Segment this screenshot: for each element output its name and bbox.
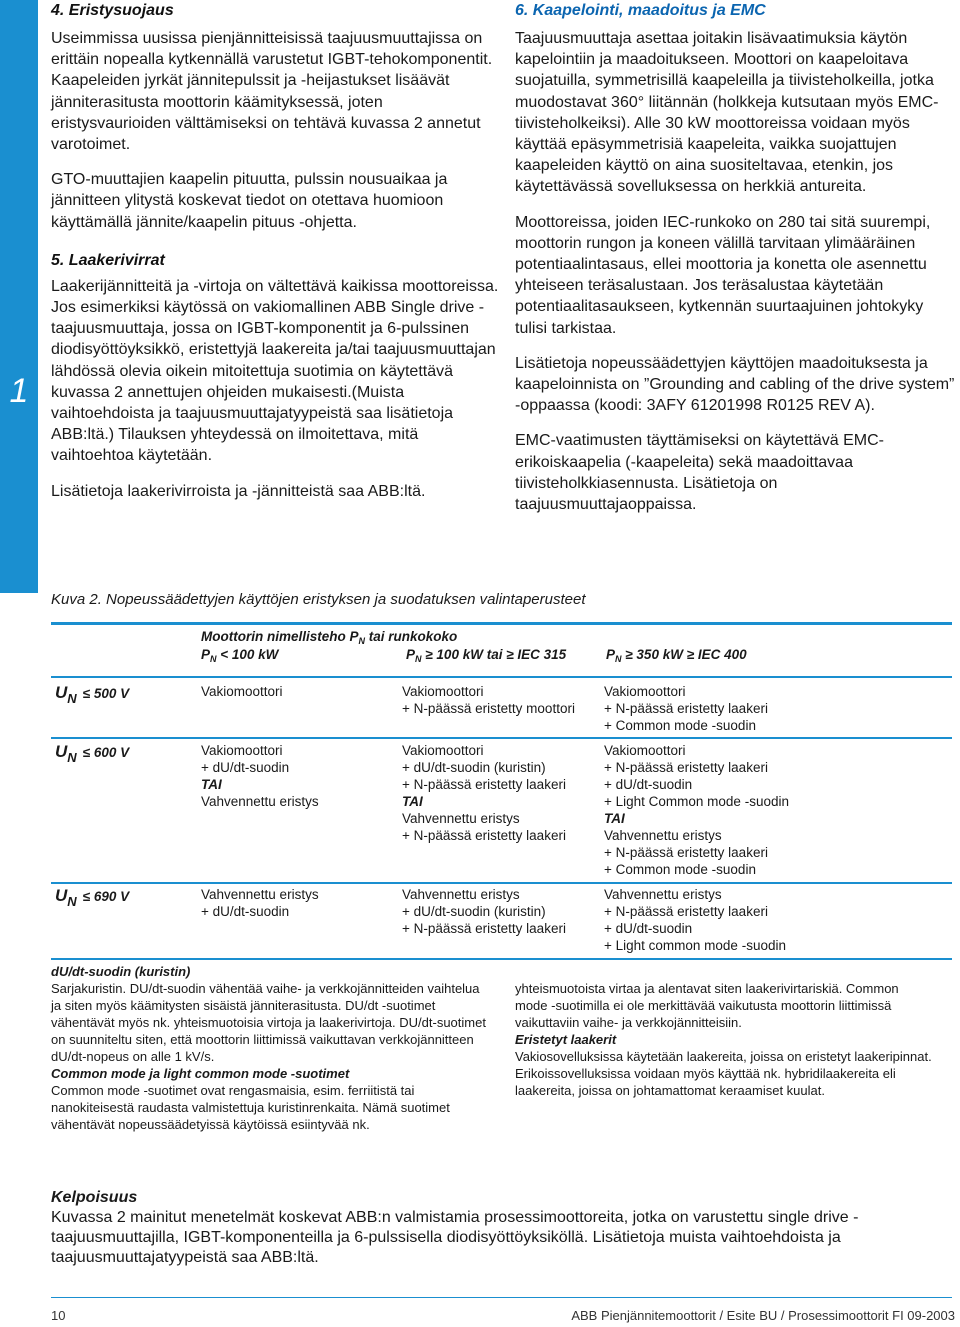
section-4-title: 4. Eristysuojaus <box>51 2 174 19</box>
note-text-common-mode: Common mode -suotimet ovat rengasmaisia, esim. ferriitistä tai nanokiteisestä raudasta valmistettuja kuristinrenkaita. Nämä suotimet vähentävät nopeussäädetyissä käytöissä esiintyvää nk. <box>51 1083 450 1132</box>
table-cell: Vahvennettu eristys + dU/dt-suodin (kuristin) + N-päässä eristetty laakeri <box>402 887 566 936</box>
kelpoisuus-section <box>51 1188 951 1268</box>
table-header-rule <box>51 676 952 678</box>
footer-rule <box>51 1297 952 1298</box>
page-number: 10 <box>51 1308 66 1323</box>
table-row-rule-2 <box>51 882 952 884</box>
table-row-rule-1 <box>51 737 952 739</box>
note-text-dudt: Sarjakuristin. DU/dt-suodin vähentää vaihe- ja verkkojännitteiden vaihtelua ja siten myös käämitysten sisäistä jänniterasitusta. DU/dt -suotimet vähentävät myös nk. yhteismuotoisia virtoja ja laakerivirtoja. DU/dt-suotimet on suunniteltu siten, että moottorin liittimissä vaikuttavan verkkojännitteen dU/dt-nopeus on alle 1 kV/s. <box>51 981 486 1064</box>
section-5-title: 5. Laakerivirrat <box>51 251 165 269</box>
table-header-col-3: $P_N \ge 350$ kW ≥ IEC 400 <box>606 647 747 664</box>
left-column <box>51 0 503 502</box>
table-header-col-1: $P_N < 100$ kW <box>201 647 279 664</box>
table-cell: Vakiomoottori + N-päässä eristetty moottori <box>402 684 575 716</box>
kelpoisuus-title: Kelpoisuus <box>51 1189 138 1206</box>
section-6-paragraph-3: Lisätietoja nopeussäädettyjen käyttöjen maadoituksesta ja kaapeloinnista on ”Grounding and cabling of the drive system” -oppaassa (koodi: 3AFY 61201998 R0125 REV A). <box>515 354 955 415</box>
note-heading-common-mode: Common mode ja light common mode -suotimet <box>51 1066 350 1081</box>
figure-caption: Kuva 2. Nopeussäädettyjen käyttöjen eristyksen ja suodatuksen valintaperusteet <box>51 591 586 608</box>
section-6-paragraph-1: Taajuusmuuttaja asettaa joitakin lisävaatimuksia käytön kapelointiin ja maadoitukseen. Moottori on kaapeloitava suojatuilla, symmetrisillä kaapeleilla ja tiivisteholkeilla, jotka muodostavat 360° liitännän (holkkeja kutsutaan myös EMC-tiivisteholkeiksi). Alle 30 kW moottoreissa voidaan myös käyttää epäsymmetrisiä kaapeleita, vaikka suojattujen kaapeleiden käyttö on aina suositeltavaa, etenkin, jos käytettävässä sovelluksessa on herkkiä antureita. <box>515 30 939 196</box>
chapter-tab <box>0 0 38 593</box>
publication-info: ABB Pienjännitemoottorit / Esite BU / Prosessimoottorit FI 09-2003 <box>571 1308 955 1323</box>
table-cell: Vakiomoottori + N-päässä eristetty laakeri + dU/dt-suodin + Light Common mode -suodin TAI Vahvennettu eristys + N-päässä eristetty laakeri + Common mode -suodin <box>604 743 789 877</box>
note-text-common-mode-cont: yhteismuotoista virtaa ja alentavat siten laakerivirtariskiä. Common mode -suotimilla ei ole merkittävää vaikutusta moottorin liittimissä vaikuttaviin vaihe- ja verkkojännitteisiin. <box>515 981 899 1030</box>
table-cell: Vakiomoottori + N-päässä eristetty laakeri + Common mode -suodin <box>604 684 768 733</box>
note-text-insulated-bearings: Vakiosovelluksissa käytetään laakereita, joissa on eristetyt laakeripinnat. Erikoissovelluksissa voidaan myös käyttää nk. hybridilaakereita eli laakereita, joissa on johtamattomat keraamiset kuulat. <box>515 1049 932 1098</box>
table-top-rule <box>51 622 952 625</box>
chapter-number: 1 <box>9 372 29 410</box>
row-label-500v: UN ≤ 500 V <box>55 683 130 706</box>
table-cell: Vakiomoottori + dU/dt-suodin (kuristin) + N-päässä eristetty laakeri TAI Vahvennettu eristys + N-päässä eristetty laakeri <box>402 743 566 843</box>
table-cell: Vahvennettu eristys + N-päässä eristetty laakeri + dU/dt-suodin + Light common mode -suodin <box>604 887 786 953</box>
notes-right <box>515 980 933 1099</box>
notes-left <box>51 963 491 1133</box>
table-header-title: Moottorin nimellisteho $P_N$ tai runkokoko <box>201 629 458 646</box>
section-6-paragraph-2: Moottoreissa, joiden IEC-runkoko on 280 tai sitä suurempi, moottorin rungon ja koneen välillä tarvitaan ylimääräinen potentiaalintasaus, ellei moottoria ja konetta ole asennettu yhteiseen teräsalustaan. Jos teräsalustaa käytetään potentiaalitasaukseen, kytkennän suurtaajuinen johtokyky tulisi tarkistaa. <box>515 213 931 337</box>
section-4-paragraph-1: Useimmissa uusissa pienjännitteisissä taajuusmuuttajissa on erittäin nopealla kytkennällä varustetut IGBT-tehokomponentit. Kaapeleiden jyrkät jännitepulssit ja -heijastukset lisäävät jänniterasitusta moottorin käämityksessä, joten eristysvaurioiden välttämiseksi on tehtävä kuvassa 2 annetut varotoimet. <box>51 30 493 154</box>
table-header-col-2: $P_N \ge 100$ kW tai ≥ IEC 315 <box>406 647 567 664</box>
section-6-title: 6. Kaapelointi, maadoitus ja EMC <box>515 2 766 19</box>
section-5-paragraph-1: Laakerijännitteitä ja -virtoja on vältettävä kaikissa moottoreissa. Jos esimerkiksi käytössä on vakiomallinen ABB Single drive -taajuusmuuttaja, jossa on IGBT-komponentit ja 6-pulssinen diodisyöttöyksikkö, eristettyjä laakereita ja/tai taajuusmuuttajan lähdössä olevia oikein mitoitettuja suotimia on käytettävä kuvassa 2 annettujen ohjeiden mukaisesti.(Muista vaihtoehdoista ja taajuusmuuttajatyypeistä saa lisätietoja ABB:ltä.) Tilauksen yhteydessä on ilmoitettava, mitä vaihtoehtoa käytetään. <box>51 277 499 465</box>
table-cell: Vakiomoottori + dU/dt-suodin TAI Vahvennettu eristys <box>201 743 319 809</box>
table-cell: Vahvennettu eristys + dU/dt-suodin <box>201 887 319 919</box>
kelpoisuus-text: Kuvassa 2 mainitut menetelmät koskevat ABB:n valmistamia prosessimoottoreita, jotka on varustettu single drive -taajuusmuuttajilla, IGBT-komponenteilla ja 6-pulssisella diodisyöttöyksiköllä. Lisätietoja muista vaihtoehdoista ja taajuusmuuttajatyypeistä saa ABB:ltä. <box>51 1209 859 1266</box>
section-4-paragraph-2: GTO-muuttajien kaapelin pituutta, pulssin nousuaikaa ja jännitteen ylitystä koskevat tiedot on otettava huomioon käyttämällä jännite/kaapelin pituus -ohjetta. <box>51 171 448 231</box>
row-label-600v: UN ≤ 600 V <box>55 742 130 765</box>
right-column <box>515 0 955 515</box>
note-heading-dudt: dU/dt-suodin (kuristin) <box>51 964 191 979</box>
table-cell: Vakiomoottori <box>201 684 283 699</box>
section-6-paragraph-4: EMC-vaatimusten täyttämiseksi on käytettävä EMC-erikoiskaapelia (-kaapeleita) sekä maadoittavaa tiivisteholkkiasennusta. Lisätietoja on taajuusmuuttajaoppaissa. <box>515 432 885 514</box>
row-label-690v: UN ≤ 690 V <box>55 886 130 909</box>
note-heading-insulated-bearings: Eristetyt laakerit <box>515 1032 617 1047</box>
table-bottom-rule <box>51 958 952 960</box>
section-5-paragraph-2: Lisätietoja laakerivirroista ja -jännitteistä saa ABB:ltä. <box>51 482 426 500</box>
